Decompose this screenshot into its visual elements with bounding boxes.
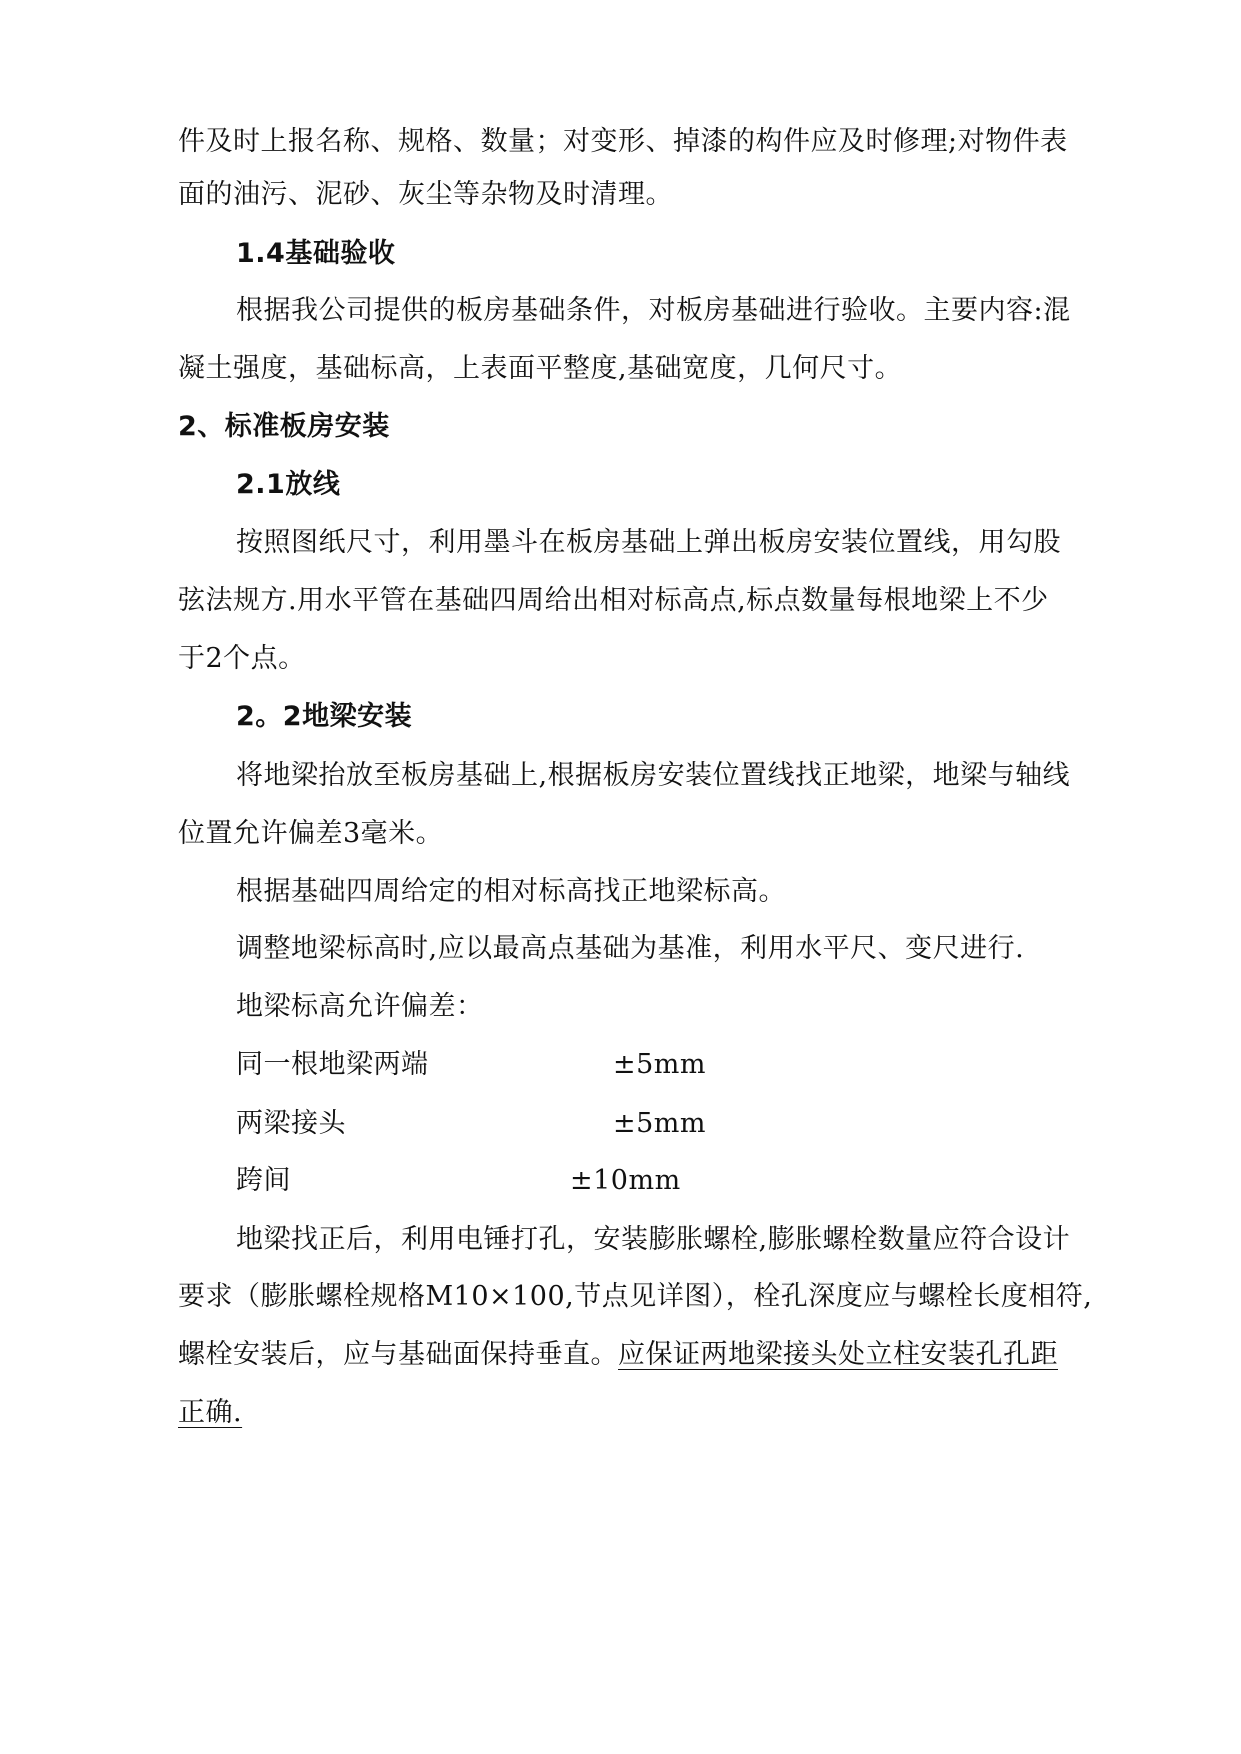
underlined-text: 应保证两地梁接头处立柱安装孔孔距 <box>618 1339 1058 1370</box>
body-text-line: 将地梁抬放至板房基础上,根据板房安装位置线找正地梁，地梁与轴线 <box>236 760 1071 791</box>
body-text-line: 位置允许偏差3毫米。 <box>178 818 444 849</box>
tolerance-label: 同一根地梁两端 <box>236 1049 429 1080</box>
section-heading-1-4: 1.4基础验收 <box>236 238 396 269</box>
body-text-line: 按照图纸尺寸，利用墨斗在板房基础上弹出板房安装位置线，用勾股 <box>236 527 1061 558</box>
body-text-line: 调整地梁标高时,应以最高点基础为基准，利用水平尺、变尺进行. <box>236 933 1025 964</box>
tolerance-label: 两梁接头 <box>236 1108 346 1139</box>
body-text-line: 地梁标高允许偏差： <box>236 991 484 1022</box>
body-text-line: 根据基础四周给定的相对标高找正地梁标高。 <box>236 876 786 907</box>
tolerance-value: ±10mm <box>570 1165 681 1196</box>
body-text-segment: 螺栓安装后，应与基础面保持垂直。 <box>178 1339 618 1370</box>
body-text-line: 凝土强度，基础标高，上表面平整度,基础宽度，几何尺寸。 <box>178 353 903 384</box>
body-text-line: 于2个点。 <box>178 643 306 674</box>
tolerance-value: ±5mm <box>613 1049 707 1080</box>
underlined-text: 正确. <box>178 1397 243 1428</box>
body-text-line: 面的油污、泥砂、灰尘等杂物及时清理。 <box>178 179 673 210</box>
body-text-line <box>178 1337 1058 1373</box>
body-text-line: 件及时上报名称、规格、数量；对变形、掉漆的构件应及时修理;对物件表 <box>178 126 1068 157</box>
tolerance-label: 跨间 <box>236 1165 291 1196</box>
body-text-line: 弦法规方.用水平管在基础四周给出相对标高点,标点数量每根地梁上不少 <box>178 585 1049 616</box>
tolerance-value: ±5mm <box>613 1108 707 1139</box>
body-text-line: 要求（膨胀螺栓规格M10×100,节点见详图），栓孔深度应与螺栓长度相符, <box>178 1281 1093 1312</box>
body-text-line: 地梁找正后，利用电锤打孔，安装膨胀螺栓,膨胀螺栓数量应符合设计 <box>236 1224 1071 1255</box>
body-text-line: 根据我公司提供的板房基础条件，对板房基础进行验收。主要内容:混 <box>236 295 1071 326</box>
section-heading-2-1: 2.1放线 <box>236 469 341 500</box>
section-heading-2: 2、标准板房安装 <box>178 411 390 442</box>
section-heading-2-2: 2。2地梁安装 <box>236 701 413 732</box>
